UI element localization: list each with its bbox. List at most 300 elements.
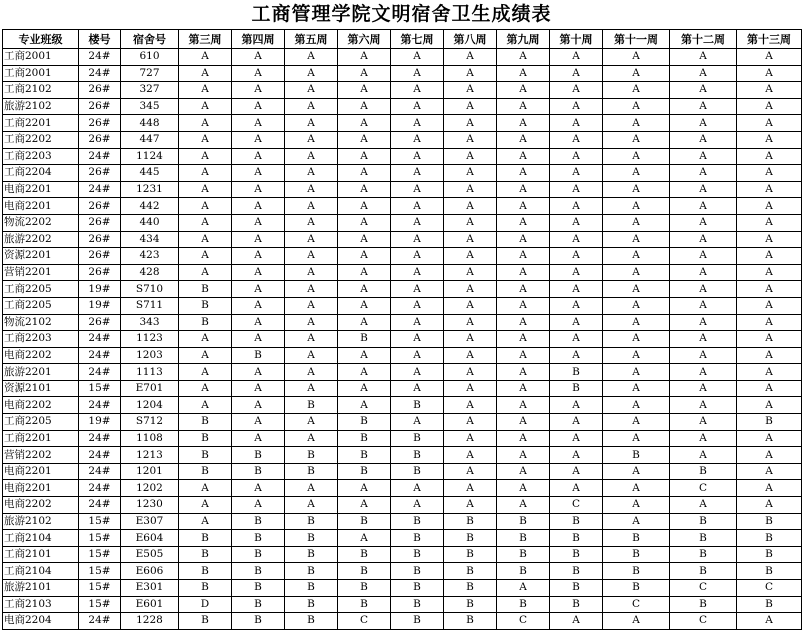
grade-cell: A xyxy=(603,347,670,364)
column-header: 宿舍号 xyxy=(121,30,179,49)
grade-cell: A xyxy=(603,98,670,115)
room-cell: 442 xyxy=(121,198,179,215)
grade-cell: A xyxy=(338,530,391,547)
grade-cell: A xyxy=(391,331,444,348)
grade-cell: A xyxy=(737,98,802,115)
grade-cell: B xyxy=(285,546,338,563)
grade-cell: B xyxy=(737,513,802,530)
table-row xyxy=(3,364,802,381)
table-row xyxy=(3,331,802,348)
grade-cell: A xyxy=(497,264,550,281)
grade-cell: A xyxy=(497,580,550,597)
grade-cell: A xyxy=(338,181,391,198)
room-cell: 448 xyxy=(121,115,179,132)
room-cell: 1231 xyxy=(121,181,179,198)
grade-cell: B xyxy=(285,463,338,480)
grade-cell: A xyxy=(285,214,338,231)
class-cell: 工商2102 xyxy=(3,82,79,99)
grade-cell: A xyxy=(232,65,285,82)
grade-cell: A xyxy=(737,82,802,99)
grade-cell: A xyxy=(179,181,232,198)
grade-cell: A xyxy=(497,397,550,414)
room-cell: 343 xyxy=(121,314,179,331)
grade-cell: A xyxy=(603,314,670,331)
room-cell: 345 xyxy=(121,98,179,115)
grade-cell: A xyxy=(497,497,550,514)
grade-cell: B xyxy=(737,530,802,547)
grade-cell: A xyxy=(444,148,497,165)
grade-cell: A xyxy=(285,181,338,198)
room-cell: E604 xyxy=(121,530,179,547)
grade-cell: A xyxy=(603,148,670,165)
grade-cell: B xyxy=(550,530,603,547)
table-row xyxy=(3,65,802,82)
building-cell: 15# xyxy=(79,596,121,613)
grade-cell: A xyxy=(285,331,338,348)
building-cell: 24# xyxy=(79,480,121,497)
grade-cell: A xyxy=(444,314,497,331)
grade-cell: A xyxy=(670,148,737,165)
grade-cell: A xyxy=(232,297,285,314)
table-row xyxy=(3,214,802,231)
grade-cell: B xyxy=(232,613,285,630)
column-header: 第三周 xyxy=(179,30,232,49)
grade-cell: B xyxy=(285,596,338,613)
grade-cell: B xyxy=(444,596,497,613)
grade-cell: A xyxy=(338,49,391,66)
grade-cell: B xyxy=(179,414,232,431)
grade-cell: A xyxy=(737,214,802,231)
grade-cell: A xyxy=(603,613,670,630)
building-cell: 26# xyxy=(79,198,121,215)
grade-cell: A xyxy=(338,281,391,298)
grade-cell: A xyxy=(444,281,497,298)
table-row xyxy=(3,380,802,397)
grade-cell: A xyxy=(550,82,603,99)
grade-cell: B xyxy=(391,580,444,597)
grade-cell: A xyxy=(497,414,550,431)
grade-cell: B xyxy=(391,397,444,414)
column-header: 专业班级 xyxy=(3,30,79,49)
grade-cell: B xyxy=(179,314,232,331)
table-row xyxy=(3,82,802,99)
grade-cell: B xyxy=(670,546,737,563)
grade-cell: A xyxy=(232,430,285,447)
class-cell: 旅游2201 xyxy=(3,364,79,381)
grade-cell: B xyxy=(338,546,391,563)
column-header: 第十周 xyxy=(550,30,603,49)
grade-cell: A xyxy=(338,231,391,248)
table-row xyxy=(3,447,802,464)
grade-cell: B xyxy=(391,463,444,480)
grade-cell: B xyxy=(550,513,603,530)
grade-cell: A xyxy=(603,497,670,514)
grade-cell: A xyxy=(232,364,285,381)
building-cell: 19# xyxy=(79,281,121,298)
table-row xyxy=(3,115,802,132)
grade-cell: A xyxy=(391,65,444,82)
grade-cell: A xyxy=(232,131,285,148)
grade-cell: A xyxy=(497,430,550,447)
grade-cell: A xyxy=(737,613,802,630)
grade-cell: A xyxy=(391,148,444,165)
building-cell: 24# xyxy=(79,364,121,381)
grade-cell: B xyxy=(338,414,391,431)
grade-cell: A xyxy=(444,131,497,148)
grade-cell: A xyxy=(497,49,550,66)
grade-cell: A xyxy=(497,98,550,115)
grade-cell: A xyxy=(603,513,670,530)
grade-cell: A xyxy=(603,181,670,198)
column-header: 第八周 xyxy=(444,30,497,49)
grade-cell: B xyxy=(391,513,444,530)
room-cell: E701 xyxy=(121,380,179,397)
grade-cell: A xyxy=(670,82,737,99)
grade-cell: B xyxy=(670,563,737,580)
grade-cell: A xyxy=(737,49,802,66)
room-cell: 1204 xyxy=(121,397,179,414)
grade-cell: A xyxy=(338,364,391,381)
grade-cell: A xyxy=(179,231,232,248)
grade-cell: A xyxy=(670,397,737,414)
grade-cell: B xyxy=(232,463,285,480)
score-table xyxy=(2,29,802,630)
grade-cell: A xyxy=(232,231,285,248)
grade-cell: A xyxy=(338,397,391,414)
grade-cell: B xyxy=(391,530,444,547)
grade-cell: A xyxy=(550,314,603,331)
table-row xyxy=(3,513,802,530)
grade-cell: A xyxy=(670,414,737,431)
grade-cell: B xyxy=(603,563,670,580)
grade-cell: A xyxy=(338,314,391,331)
room-cell: 428 xyxy=(121,264,179,281)
grade-cell: B xyxy=(550,580,603,597)
grade-cell: A xyxy=(391,181,444,198)
grade-cell: A xyxy=(550,331,603,348)
grade-cell: A xyxy=(497,131,550,148)
grade-cell: A xyxy=(285,414,338,431)
grade-cell: A xyxy=(232,214,285,231)
grade-cell: A xyxy=(737,497,802,514)
grade-cell: B xyxy=(737,546,802,563)
grade-cell: A xyxy=(497,65,550,82)
class-cell: 营销2201 xyxy=(3,264,79,281)
grade-cell: A xyxy=(670,281,737,298)
grade-cell: A xyxy=(550,414,603,431)
grade-cell: A xyxy=(550,447,603,464)
grade-cell: A xyxy=(179,115,232,132)
grade-cell: B xyxy=(232,580,285,597)
grade-cell: A xyxy=(550,281,603,298)
grade-cell: A xyxy=(444,115,497,132)
grade-cell: B xyxy=(497,530,550,547)
grade-cell: C xyxy=(603,596,670,613)
grade-cell: A xyxy=(497,331,550,348)
room-cell: 1213 xyxy=(121,447,179,464)
grade-cell: A xyxy=(391,165,444,182)
room-cell: 1230 xyxy=(121,497,179,514)
grade-cell: A xyxy=(737,397,802,414)
grade-cell: A xyxy=(497,297,550,314)
grade-cell: B xyxy=(338,563,391,580)
grade-cell: A xyxy=(391,49,444,66)
grade-cell: B xyxy=(338,430,391,447)
grade-cell: A xyxy=(444,181,497,198)
grade-cell: A xyxy=(497,198,550,215)
grade-cell: A xyxy=(338,297,391,314)
building-cell: 24# xyxy=(79,463,121,480)
grade-cell: B xyxy=(232,546,285,563)
class-cell: 工商2104 xyxy=(3,530,79,547)
grade-cell: A xyxy=(179,148,232,165)
class-cell: 电商2204 xyxy=(3,613,79,630)
grade-cell: A xyxy=(285,65,338,82)
grade-cell: A xyxy=(444,231,497,248)
grade-cell: A xyxy=(285,497,338,514)
grade-cell: A xyxy=(391,314,444,331)
room-cell: E601 xyxy=(121,596,179,613)
room-cell: E505 xyxy=(121,546,179,563)
grade-cell: A xyxy=(603,165,670,182)
grade-cell: A xyxy=(550,49,603,66)
grade-cell: A xyxy=(550,480,603,497)
table-row xyxy=(3,463,802,480)
grade-cell: A xyxy=(737,314,802,331)
grade-cell: A xyxy=(232,82,285,99)
grade-cell: B xyxy=(232,513,285,530)
grade-cell: A xyxy=(338,248,391,265)
grade-cell: A xyxy=(444,297,497,314)
grade-cell: A xyxy=(670,181,737,198)
building-cell: 24# xyxy=(79,613,121,630)
grade-cell: B xyxy=(338,447,391,464)
grade-cell: A xyxy=(603,397,670,414)
grade-cell: A xyxy=(670,214,737,231)
grade-cell: A xyxy=(737,480,802,497)
grade-cell: A xyxy=(285,98,338,115)
grade-cell: A xyxy=(603,264,670,281)
table-row xyxy=(3,131,802,148)
class-cell: 电商2202 xyxy=(3,497,79,514)
grade-cell: B xyxy=(391,447,444,464)
grade-cell: B xyxy=(232,563,285,580)
grade-cell: A xyxy=(338,82,391,99)
grade-cell: A xyxy=(285,264,338,281)
grade-cell: A xyxy=(603,463,670,480)
class-cell: 电商2201 xyxy=(3,198,79,215)
grade-cell: A xyxy=(285,131,338,148)
grade-cell: A xyxy=(550,463,603,480)
room-cell: 1203 xyxy=(121,347,179,364)
class-cell: 电商2202 xyxy=(3,347,79,364)
grade-cell: A xyxy=(232,165,285,182)
grade-cell: A xyxy=(285,49,338,66)
grade-cell: A xyxy=(737,65,802,82)
grade-cell: B xyxy=(338,596,391,613)
grade-cell: C xyxy=(497,613,550,630)
grade-cell: B xyxy=(670,463,737,480)
grade-cell: B xyxy=(285,563,338,580)
grade-cell: A xyxy=(179,248,232,265)
grade-cell: A xyxy=(444,165,497,182)
room-cell: E301 xyxy=(121,580,179,597)
table-row xyxy=(3,414,802,431)
grade-cell: A xyxy=(391,497,444,514)
grade-cell: A xyxy=(338,214,391,231)
grade-cell: A xyxy=(670,198,737,215)
grade-cell: A xyxy=(497,347,550,364)
grade-cell: A xyxy=(603,364,670,381)
grade-cell: B xyxy=(603,546,670,563)
grade-cell: B xyxy=(179,613,232,630)
grade-cell: A xyxy=(285,347,338,364)
grade-cell: A xyxy=(550,181,603,198)
grade-cell: A xyxy=(603,414,670,431)
grade-cell: B xyxy=(444,563,497,580)
grade-cell: A xyxy=(444,463,497,480)
grade-cell: A xyxy=(737,364,802,381)
grade-cell: A xyxy=(737,331,802,348)
grade-cell: A xyxy=(603,281,670,298)
grade-cell: A xyxy=(444,248,497,265)
grade-cell: A xyxy=(737,181,802,198)
grade-cell: A xyxy=(391,414,444,431)
grade-cell: A xyxy=(497,314,550,331)
grade-cell: A xyxy=(670,248,737,265)
grade-cell: A xyxy=(338,497,391,514)
grade-cell: A xyxy=(285,82,338,99)
grade-cell: B xyxy=(179,580,232,597)
grade-cell: A xyxy=(497,214,550,231)
grade-cell: A xyxy=(603,248,670,265)
class-cell: 电商2201 xyxy=(3,181,79,198)
grade-cell: A xyxy=(603,331,670,348)
grade-cell: B xyxy=(737,414,802,431)
room-cell: E307 xyxy=(121,513,179,530)
grade-cell: B xyxy=(179,530,232,547)
table-row xyxy=(3,281,802,298)
class-cell: 工商2205 xyxy=(3,297,79,314)
grade-cell: A xyxy=(232,480,285,497)
grade-cell: A xyxy=(391,115,444,132)
grade-cell: A xyxy=(670,264,737,281)
table-row xyxy=(3,530,802,547)
grade-cell: C xyxy=(670,580,737,597)
building-cell: 24# xyxy=(79,347,121,364)
grade-cell: A xyxy=(444,98,497,115)
grade-cell: A xyxy=(550,198,603,215)
building-cell: 26# xyxy=(79,248,121,265)
grade-cell: A xyxy=(737,231,802,248)
grade-cell: A xyxy=(670,447,737,464)
grade-cell: A xyxy=(338,480,391,497)
grade-cell: A xyxy=(444,198,497,215)
grade-cell: A xyxy=(603,214,670,231)
grade-cell: B xyxy=(179,297,232,314)
table-row xyxy=(3,497,802,514)
grade-cell: A xyxy=(497,364,550,381)
building-cell: 26# xyxy=(79,131,121,148)
grade-cell: A xyxy=(338,65,391,82)
grade-cell: A xyxy=(285,314,338,331)
grade-cell: A xyxy=(737,131,802,148)
grade-cell: A xyxy=(285,115,338,132)
grade-cell: C xyxy=(670,480,737,497)
grade-cell: B xyxy=(444,546,497,563)
class-cell: 工商2201 xyxy=(3,430,79,447)
grade-cell: B xyxy=(550,364,603,381)
grade-cell: A xyxy=(603,82,670,99)
building-cell: 15# xyxy=(79,580,121,597)
grade-cell: B xyxy=(179,447,232,464)
grade-cell: A xyxy=(338,380,391,397)
grade-cell: A xyxy=(737,264,802,281)
building-cell: 15# xyxy=(79,546,121,563)
building-cell: 24# xyxy=(79,181,121,198)
grade-cell: B xyxy=(285,530,338,547)
table-row xyxy=(3,397,802,414)
grade-cell: A xyxy=(444,82,497,99)
grade-cell: B xyxy=(285,580,338,597)
room-cell: S710 xyxy=(121,281,179,298)
table-row xyxy=(3,181,802,198)
table-row xyxy=(3,98,802,115)
grade-cell: A xyxy=(497,115,550,132)
grade-cell: A xyxy=(338,131,391,148)
grade-cell: A xyxy=(232,198,285,215)
grade-cell: A xyxy=(737,347,802,364)
grade-cell: A xyxy=(179,49,232,66)
grade-cell: B xyxy=(444,613,497,630)
building-cell: 26# xyxy=(79,82,121,99)
class-cell: 电商2201 xyxy=(3,463,79,480)
grade-cell: A xyxy=(497,447,550,464)
grade-cell: A xyxy=(391,231,444,248)
room-cell: 327 xyxy=(121,82,179,99)
grade-cell: A xyxy=(179,513,232,530)
grade-cell: A xyxy=(444,430,497,447)
header-row xyxy=(3,30,802,49)
building-cell: 26# xyxy=(79,214,121,231)
class-cell: 工商2203 xyxy=(3,331,79,348)
grade-cell: A xyxy=(670,65,737,82)
grade-cell: A xyxy=(603,297,670,314)
grade-cell: A xyxy=(179,131,232,148)
grade-cell: A xyxy=(232,281,285,298)
class-cell: 工商2103 xyxy=(3,596,79,613)
grade-cell: A xyxy=(285,148,338,165)
grade-cell: B xyxy=(232,596,285,613)
grade-cell: A xyxy=(737,198,802,215)
column-header: 第十二周 xyxy=(670,30,737,49)
grade-cell: B xyxy=(391,546,444,563)
grade-cell: A xyxy=(232,331,285,348)
table-row xyxy=(3,198,802,215)
grade-cell: A xyxy=(232,98,285,115)
grade-cell: A xyxy=(338,98,391,115)
grade-cell: A xyxy=(179,480,232,497)
grade-cell: A xyxy=(444,364,497,381)
grade-cell: B xyxy=(550,546,603,563)
grade-cell: A xyxy=(179,82,232,99)
grade-cell: A xyxy=(285,380,338,397)
grade-cell: A xyxy=(285,364,338,381)
grade-cell: A xyxy=(670,497,737,514)
column-header: 第七周 xyxy=(391,30,444,49)
grade-cell: A xyxy=(550,131,603,148)
building-cell: 24# xyxy=(79,397,121,414)
